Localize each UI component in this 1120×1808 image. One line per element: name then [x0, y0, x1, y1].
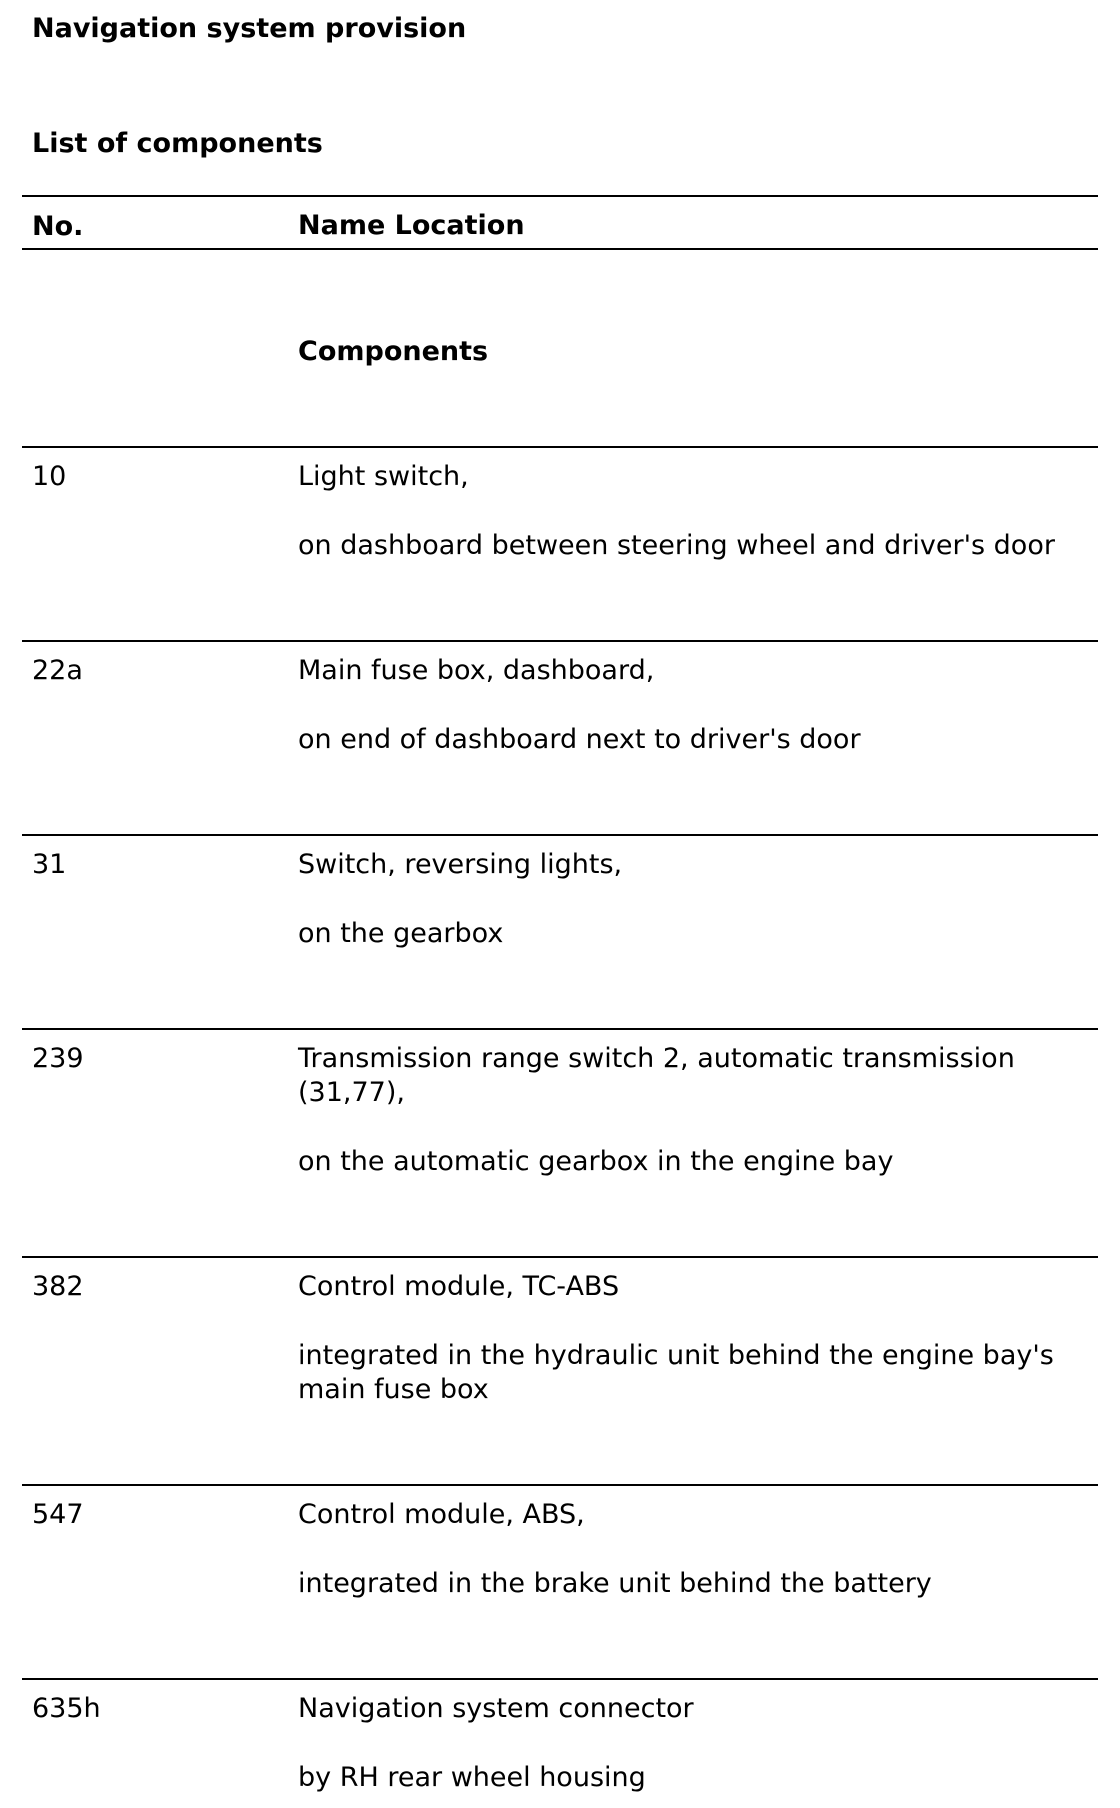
component-location: on the automatic gearbox in the engine bay — [298, 1146, 894, 1177]
list-title: List of components — [32, 128, 323, 159]
header-top-rule — [22, 195, 1098, 197]
row-divider — [22, 640, 1098, 642]
row-divider — [22, 1678, 1098, 1680]
component-location: by RH rear wheel housing — [298, 1762, 646, 1793]
component-name: Main fuse box, dashboard, — [298, 655, 655, 686]
row-number: 22a — [32, 655, 83, 686]
row-divider — [22, 1484, 1098, 1486]
row-divider — [22, 446, 1098, 448]
row-number: 635h — [32, 1693, 101, 1724]
component-name: Light switch, — [298, 461, 469, 492]
column-header-name-location: Name Location — [298, 210, 525, 241]
row-number: 382 — [32, 1271, 84, 1302]
section-heading: Components — [298, 336, 489, 367]
component-location: on end of dashboard next to driver's door — [298, 724, 861, 755]
row-divider — [22, 834, 1098, 836]
component-location: integrated in the hydraulic unit behind the engine bay's main fuse box — [298, 1340, 1054, 1405]
component-name: Navigation system connector — [298, 1693, 694, 1724]
row-divider — [22, 1256, 1098, 1258]
row-number: 10 — [32, 461, 67, 492]
component-location: on the gearbox — [298, 918, 504, 949]
component-name: Transmission range switch 2, automatic transmission (31,77), — [298, 1043, 1015, 1108]
row-number: 31 — [32, 849, 67, 880]
document-title: Navigation system provision — [32, 13, 467, 44]
row-divider — [22, 1028, 1098, 1030]
column-header-no: No. — [32, 211, 84, 242]
component-location: on dashboard between steering wheel and driver's door — [298, 530, 1055, 561]
row-number: 547 — [32, 1499, 84, 1530]
component-name: Control module, ABS, — [298, 1499, 585, 1530]
header-bottom-rule — [22, 248, 1098, 250]
row-number: 239 — [32, 1043, 84, 1074]
component-location: integrated in the brake unit behind the battery — [298, 1568, 932, 1599]
component-name: Switch, reversing lights, — [298, 849, 623, 880]
component-name: Control module, TC-ABS — [298, 1271, 620, 1302]
